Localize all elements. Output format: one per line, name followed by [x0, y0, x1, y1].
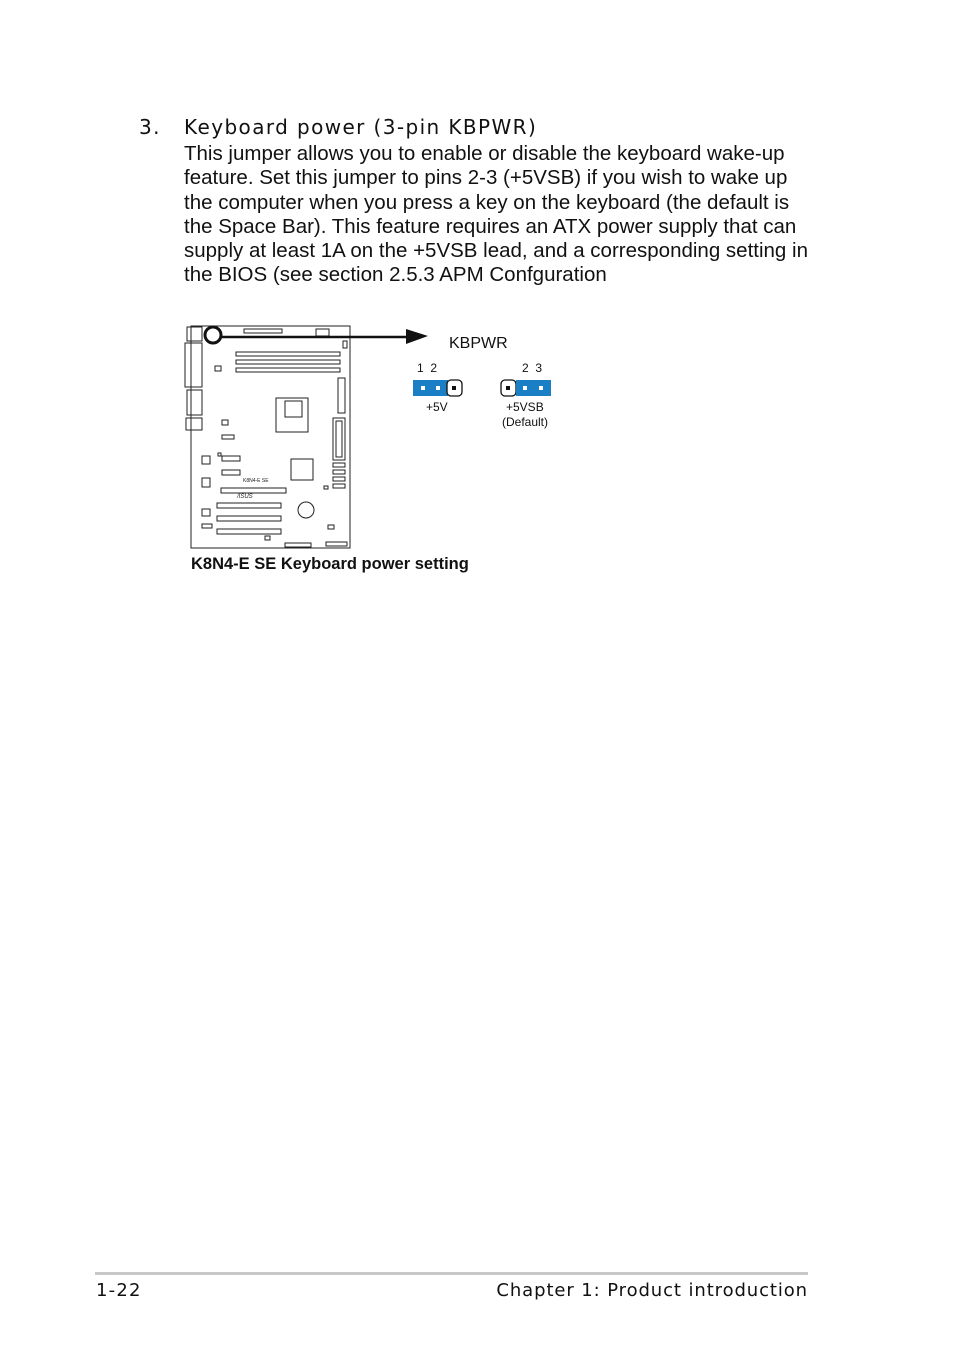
- option-b-pins: 2 3: [522, 361, 543, 375]
- section-number: 3.: [139, 115, 161, 139]
- option-a-pins: 1 2: [417, 361, 438, 375]
- motherboard-diagram: [185, 326, 350, 548]
- jumper-label: KBPWR: [449, 335, 508, 352]
- jumper-figure: [0, 0, 954, 620]
- kbpwr-highlight-circle: [205, 327, 221, 343]
- jumper-option-a: [413, 380, 462, 396]
- paragraph-line: supply at least 1A on the +5VSB lead, and a corresponding setting in: [184, 239, 808, 263]
- section-title: Keyboard power (3-pin KBPWR): [184, 115, 538, 139]
- jumper-option-b: [501, 380, 551, 396]
- paragraph-line: the Space Bar). This feature requires an ATX power supply that can: [184, 214, 797, 238]
- footer-divider: [95, 1272, 808, 1275]
- paragraph-line: This jumper allows you to enable or disable the keyboard wake-up: [184, 142, 785, 165]
- option-a-label: +5V: [426, 400, 448, 414]
- paragraph-line: the BIOS (see section 2.5.3 APM Confguration: [184, 263, 607, 287]
- board-logo: /ISUS: [237, 494, 253, 500]
- figure-caption: K8N4-E SE Keyboard power setting: [191, 555, 469, 573]
- paragraph-line: the computer when you press a key on the keyboard (the default is: [184, 190, 790, 214]
- option-b-label: +5VSB: [506, 400, 544, 414]
- chapter-title: Chapter 1: Product introduction: [496, 1280, 808, 1301]
- page-number: 1-22: [96, 1280, 142, 1301]
- option-b-default-note: (Default): [502, 415, 549, 429]
- board-model-label: K8N4-E SE: [243, 478, 269, 484]
- paragraph-line: feature. Set this jumper to pins 2-3 (+5VSB) if you wish to wake up: [184, 166, 788, 190]
- pointer-arrow-head: [406, 329, 428, 344]
